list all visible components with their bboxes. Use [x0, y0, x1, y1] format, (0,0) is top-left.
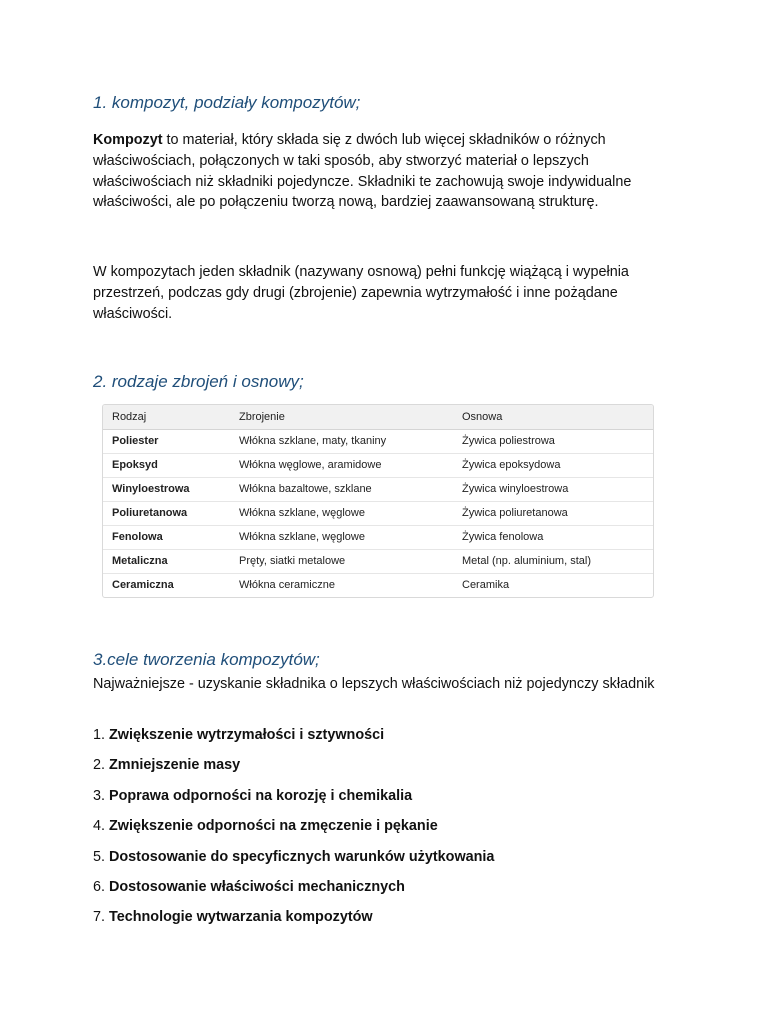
table-cell-osnowa: Żywica winyloestrowa [453, 477, 653, 501]
table-cell-osnowa: Żywica poliestrowa [453, 429, 653, 453]
table-cell-rodzaj: Epoksyd [103, 453, 230, 477]
definition-paragraph [93, 130, 683, 213]
list-item [93, 757, 494, 787]
list-item [93, 879, 494, 909]
table-cell-zbrojenie: Włókna bazaltowe, szklane [230, 477, 453, 501]
table-cell-rodzaj: Winyloestrowa [103, 477, 230, 501]
composites-table [102, 404, 654, 598]
table-header-row [103, 405, 653, 429]
list-item-text: Zmniejszenie masy [109, 757, 241, 774]
list-item [93, 727, 494, 757]
table-row [103, 477, 653, 501]
table-row [103, 501, 653, 525]
list-item-text: Dostosowanie właściwości mechanicznych [109, 878, 405, 895]
table-cell-osnowa: Żywica fenolowa [453, 525, 653, 549]
column-header-osnowa: Osnowa [453, 405, 653, 429]
section1-heading: 1. kompozyt, podziały kompozytów; [93, 93, 361, 112]
list-item-text: Zwiększenie wytrzymałości i sztywności [109, 727, 385, 743]
list-item-text: Dostosowanie do specyficznych warunków użytkowania [109, 848, 495, 865]
column-header-zbrojenie: Zbrojenie [230, 405, 453, 429]
table-cell-rodzaj: Poliester [103, 429, 230, 453]
table-row [103, 429, 653, 453]
list-item-number: 2. [93, 757, 109, 774]
column-header-rodzaj: Rodzaj [103, 405, 230, 429]
section2-heading: 2. rodzaje zbrojeń i osnowy; [93, 372, 304, 391]
table-cell-zbrojenie: Włókna szklane, węglowe [230, 501, 453, 525]
table-cell-zbrojenie: Włókna węglowe, aramidowe [230, 453, 453, 477]
table-cell-osnowa: Metal (np. aluminium, stal) [453, 549, 653, 573]
list-item [93, 818, 494, 848]
table-row [103, 453, 653, 477]
list-item-number: 7. [93, 909, 109, 926]
table-cell-osnowa: Ceramika [462, 579, 510, 592]
table-cell-zbrojenie: Włókna szklane, węglowe [230, 525, 453, 549]
list-item [93, 788, 494, 818]
table-cell-zbrojenie: Pręty, siatki metalowe [230, 549, 453, 573]
table-row [103, 549, 653, 573]
table-cell-rodzaj: Poliuretanowa [103, 501, 230, 525]
list-item-number: 5. [93, 848, 109, 865]
table-row [103, 573, 653, 597]
list-item-text: Technologie wytwarzania kompozytów [109, 909, 373, 926]
goals-intro: Najważniejsze - uzyskanie składnika o lepszych właściwościach niż pojedynczy składnik [93, 676, 655, 692]
definition-term: Kompozyt [93, 132, 163, 148]
table-cell-rodzaj: Metaliczna [103, 549, 230, 573]
definition-text: to materiał, który składa się z dwóch lub więcej składników o różnych właściwościach, połączonych w taki sposób, aby stworzyć materiał o lepszych właściwościach niż składniki pojedyncze. Składniki te zachowują swoje indywidualne właściwości, ale po połączeniu tworzą nową, bardziej zaawansowaną strukturę. [93, 132, 632, 211]
list-item-text: Zwiększenie odporności na zmęczenie i pękanie [109, 818, 438, 835]
goals-list [93, 727, 494, 940]
list-item-number: 1. [93, 727, 109, 743]
list-item [93, 909, 494, 939]
list-item-number: 3. [93, 787, 109, 804]
table-cell-zbrojenie: Włókna ceramiczne [239, 579, 335, 592]
list-item-number: 4. [93, 818, 109, 835]
table-cell-osnowa: Żywica epoksydowa [453, 453, 653, 477]
osnowa-paragraph: W kompozytach jeden składnik (nazywany osnową) pełni funkcję wiążącą i wypełnia przestrzeń, podczas gdy drugi (zbrojenie) zapewnia wytrzymałość i inne pożądane właściwości. [93, 264, 629, 322]
list-item-number: 6. [93, 878, 109, 895]
table-cell-rodzaj: Fenolowa [103, 525, 230, 549]
list-item-text: Poprawa odporności na korozję i chemikalia [109, 787, 413, 804]
table-cell-osnowa: Żywica poliuretanowa [453, 501, 653, 525]
list-item [93, 849, 494, 879]
section3-heading: 3.cele tworzenia kompozytów; [93, 650, 320, 669]
table-cell-zbrojenie: Włókna szklane, maty, tkaniny [230, 429, 453, 453]
table-row [103, 525, 653, 549]
table-cell-rodzaj: Ceramiczna [112, 579, 174, 592]
